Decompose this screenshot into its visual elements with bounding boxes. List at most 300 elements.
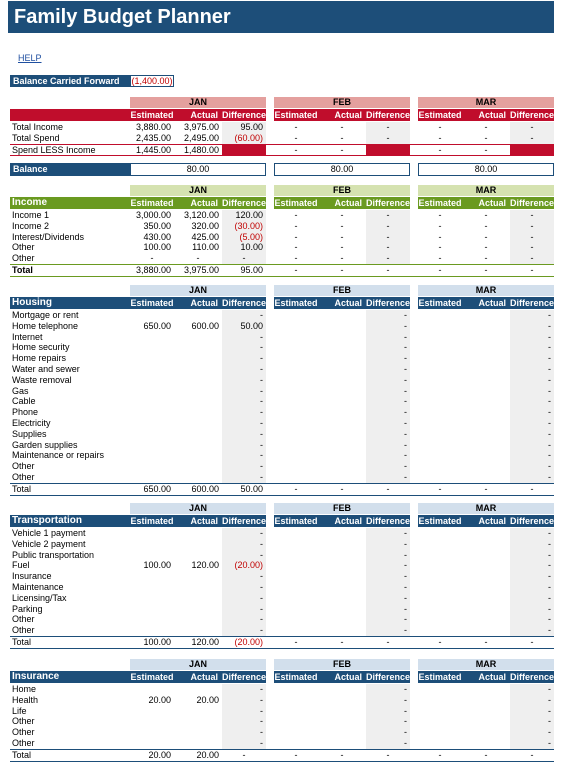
cell-jan-estimated[interactable]: 650.00 xyxy=(143,320,171,331)
cell-feb-difference[interactable]: - xyxy=(366,332,410,343)
cell-jan-difference[interactable]: 120.00 xyxy=(222,210,266,221)
balance-value-feb[interactable]: 80.00 xyxy=(274,163,410,176)
cell-jan-estimated[interactable]: 100.00 xyxy=(143,560,171,571)
cell-feb-actual[interactable] xyxy=(318,407,366,418)
cell-jan-estimated[interactable]: 20.00 xyxy=(148,749,171,760)
cell-jan-difference[interactable]: - xyxy=(222,461,266,472)
cell-mar-estimated[interactable] xyxy=(418,582,462,593)
cell-jan-actual[interactable] xyxy=(174,396,222,407)
cell-feb-estimated[interactable]: - xyxy=(294,253,298,264)
cell-feb-estimated[interactable] xyxy=(274,528,318,539)
cell-jan-actual[interactable]: 3,975.00 xyxy=(183,122,219,132)
cell-feb-estimated[interactable] xyxy=(274,716,318,727)
balance-value-jan[interactable]: 80.00 xyxy=(130,163,266,176)
cell-feb-estimated[interactable] xyxy=(274,429,318,440)
cell-feb-estimated[interactable] xyxy=(274,695,318,706)
cell-mar-actual[interactable] xyxy=(462,342,510,353)
cell-feb-estimated[interactable] xyxy=(274,571,318,582)
cell-feb-actual[interactable] xyxy=(318,571,366,582)
cell-mar-actual[interactable] xyxy=(462,528,510,539)
cell-feb-estimated[interactable] xyxy=(274,310,318,321)
cell-feb-actual[interactable] xyxy=(318,386,366,397)
cell-jan-difference[interactable]: - xyxy=(222,706,266,717)
cell-feb-difference[interactable]: - xyxy=(366,407,410,418)
cell-mar-difference[interactable]: - xyxy=(510,582,554,593)
cell-feb-estimated[interactable]: - xyxy=(294,122,298,132)
cell-jan-actual[interactable] xyxy=(174,407,222,418)
cell-jan-estimated[interactable] xyxy=(130,539,174,550)
cell-feb-actual[interactable] xyxy=(318,625,366,636)
cell-mar-actual[interactable] xyxy=(462,706,510,717)
cell-feb-actual[interactable] xyxy=(318,310,366,321)
cell-mar-difference[interactable]: - xyxy=(510,528,554,539)
cell-mar-actual[interactable] xyxy=(462,560,510,571)
cell-mar-difference[interactable]: - xyxy=(510,133,554,144)
cell-mar-difference[interactable]: - xyxy=(510,364,554,375)
cell-jan-actual[interactable] xyxy=(174,418,222,429)
cell-feb-difference[interactable]: - xyxy=(366,122,410,133)
cell-feb-actual[interactable]: - xyxy=(340,231,344,242)
cell-feb-actual[interactable]: - xyxy=(340,220,344,231)
cell-feb-actual[interactable] xyxy=(318,321,366,332)
cell-mar-estimated[interactable] xyxy=(418,550,462,561)
cell-mar-estimated[interactable] xyxy=(418,738,462,749)
cell-jan-estimated[interactable] xyxy=(130,593,174,604)
cell-jan-estimated[interactable] xyxy=(130,738,174,749)
cell-jan-actual[interactable] xyxy=(174,604,222,615)
cell-feb-estimated[interactable] xyxy=(274,727,318,738)
cell-jan-estimated[interactable] xyxy=(130,440,174,451)
cell-jan-estimated[interactable] xyxy=(130,472,174,483)
cell-mar-actual[interactable]: - xyxy=(484,210,488,220)
cell-jan-difference[interactable]: - xyxy=(222,375,266,386)
cell-jan-actual[interactable] xyxy=(174,625,222,636)
cell-feb-estimated[interactable] xyxy=(274,332,318,343)
cell-jan-estimated[interactable] xyxy=(130,375,174,386)
cell-mar-estimated[interactable]: - xyxy=(438,231,442,242)
cell-jan-estimated[interactable]: 430.00 xyxy=(143,231,171,242)
cell-jan-actual[interactable] xyxy=(174,375,222,386)
cell-jan-difference[interactable]: - xyxy=(222,353,266,364)
cell-jan-difference[interactable]: - xyxy=(222,582,266,593)
cell-mar-difference[interactable]: - xyxy=(510,450,554,461)
cell-feb-difference[interactable]: - xyxy=(366,472,410,483)
cell-mar-difference[interactable]: - xyxy=(510,375,554,386)
cell-feb-actual[interactable]: - xyxy=(340,265,344,275)
cell-jan-estimated[interactable] xyxy=(130,353,174,364)
cell-mar-difference[interactable]: - xyxy=(510,472,554,483)
cell-jan-actual[interactable] xyxy=(174,342,222,353)
cell-mar-difference[interactable]: - xyxy=(510,353,554,364)
cell-feb-actual[interactable]: - xyxy=(340,637,344,647)
balance-value-mar[interactable]: 80.00 xyxy=(418,163,554,176)
cell-feb-estimated[interactable]: - xyxy=(294,483,298,494)
cell-feb-estimated[interactable]: - xyxy=(294,265,298,275)
cell-mar-actual[interactable] xyxy=(462,582,510,593)
cell-jan-estimated[interactable] xyxy=(130,461,174,472)
cell-feb-difference[interactable]: - xyxy=(386,265,390,275)
cell-jan-estimated[interactable]: 2,435.00 xyxy=(135,132,171,143)
cell-jan-estimated[interactable] xyxy=(130,582,174,593)
cell-mar-actual[interactable] xyxy=(462,375,510,386)
cell-feb-difference[interactable]: - xyxy=(366,353,410,364)
cell-mar-actual[interactable]: - xyxy=(484,749,488,760)
cell-mar-difference[interactable]: - xyxy=(510,695,554,706)
cell-mar-actual[interactable] xyxy=(462,407,510,418)
cell-mar-actual[interactable]: - xyxy=(484,122,488,132)
cell-jan-estimated[interactable]: - xyxy=(150,253,154,264)
cell-mar-estimated[interactable]: - xyxy=(438,483,442,494)
cell-mar-actual[interactable] xyxy=(462,321,510,332)
cell-mar-difference[interactable]: - xyxy=(510,706,554,717)
cell-jan-difference[interactable]: 50.00 xyxy=(240,483,263,494)
cell-jan-difference[interactable]: - xyxy=(222,593,266,604)
cell-feb-estimated[interactable] xyxy=(274,321,318,332)
cell-jan-estimated[interactable] xyxy=(130,706,174,717)
cell-jan-estimated[interactable] xyxy=(130,550,174,561)
cell-feb-difference[interactable]: - xyxy=(366,539,410,550)
cell-jan-actual[interactable] xyxy=(174,716,222,727)
cell-jan-difference[interactable]: - xyxy=(222,332,266,343)
cell-mar-estimated[interactable] xyxy=(418,440,462,451)
cell-feb-actual[interactable] xyxy=(318,396,366,407)
cell-mar-estimated[interactable] xyxy=(418,528,462,539)
cell-feb-estimated[interactable]: - xyxy=(294,637,298,647)
cell-jan-estimated[interactable] xyxy=(130,396,174,407)
cell-jan-actual[interactable] xyxy=(174,332,222,343)
cell-feb-actual[interactable] xyxy=(318,716,366,727)
cell-mar-difference[interactable]: - xyxy=(530,637,534,647)
cell-jan-actual[interactable]: 110.00 xyxy=(192,242,219,253)
cell-feb-actual[interactable] xyxy=(318,706,366,717)
cell-jan-actual[interactable]: - xyxy=(196,253,200,264)
cell-mar-estimated[interactable] xyxy=(418,706,462,717)
cell-feb-estimated[interactable] xyxy=(274,539,318,550)
cell-mar-actual[interactable] xyxy=(462,716,510,727)
cell-mar-estimated[interactable] xyxy=(418,364,462,375)
cell-mar-actual[interactable] xyxy=(462,571,510,582)
cell-feb-estimated[interactable]: - xyxy=(294,132,298,143)
cell-feb-difference[interactable]: - xyxy=(366,695,410,706)
cell-mar-actual[interactable] xyxy=(462,684,510,695)
cell-feb-estimated[interactable] xyxy=(274,353,318,364)
cell-mar-difference[interactable]: - xyxy=(510,550,554,561)
cell-jan-actual[interactable] xyxy=(174,310,222,321)
cell-jan-actual[interactable]: 120.00 xyxy=(191,560,219,571)
cell-feb-estimated[interactable] xyxy=(274,738,318,749)
cell-mar-estimated[interactable]: - xyxy=(438,220,442,231)
cell-mar-estimated[interactable]: - xyxy=(438,253,442,264)
cell-feb-estimated[interactable] xyxy=(274,472,318,483)
cell-feb-actual[interactable] xyxy=(318,472,366,483)
cell-feb-actual[interactable]: - xyxy=(340,144,344,155)
cell-feb-actual[interactable] xyxy=(318,593,366,604)
cell-jan-estimated[interactable]: 1,445.00 xyxy=(135,144,171,155)
cell-feb-estimated[interactable] xyxy=(274,386,318,397)
cell-jan-difference[interactable]: (30.00) xyxy=(222,221,266,232)
cell-jan-difference[interactable]: (20.00) xyxy=(222,560,266,571)
cell-jan-actual[interactable] xyxy=(174,450,222,461)
cell-jan-estimated[interactable] xyxy=(130,684,174,695)
cell-mar-actual[interactable]: - xyxy=(484,253,488,264)
cell-mar-actual[interactable] xyxy=(462,593,510,604)
cell-jan-estimated[interactable]: 100.00 xyxy=(143,637,171,647)
cell-mar-actual[interactable] xyxy=(462,364,510,375)
cell-jan-estimated[interactable] xyxy=(130,429,174,440)
cell-jan-difference[interactable]: - xyxy=(222,310,266,321)
cell-mar-estimated[interactable] xyxy=(418,684,462,695)
cell-feb-difference[interactable]: - xyxy=(366,625,410,636)
cell-feb-difference[interactable]: - xyxy=(366,571,410,582)
cell-jan-difference[interactable]: - xyxy=(222,695,266,706)
cell-feb-difference[interactable]: - xyxy=(386,483,390,494)
cell-mar-difference[interactable]: - xyxy=(510,321,554,332)
cell-feb-difference[interactable]: - xyxy=(366,210,410,221)
cell-mar-difference[interactable]: - xyxy=(510,560,554,571)
cell-jan-actual[interactable]: 120.00 xyxy=(191,637,219,647)
cell-jan-estimated[interactable] xyxy=(130,364,174,375)
cell-jan-difference[interactable]: 95.00 xyxy=(240,265,263,275)
cell-jan-actual[interactable] xyxy=(174,472,222,483)
cell-jan-estimated[interactable] xyxy=(130,528,174,539)
cell-mar-estimated[interactable] xyxy=(418,593,462,604)
cell-jan-estimated[interactable]: 100.00 xyxy=(143,242,171,253)
cell-jan-difference[interactable]: - xyxy=(222,450,266,461)
cell-feb-estimated[interactable] xyxy=(274,364,318,375)
cell-feb-actual[interactable] xyxy=(318,418,366,429)
cell-mar-estimated[interactable] xyxy=(418,321,462,332)
cell-mar-estimated[interactable] xyxy=(418,429,462,440)
cell-mar-actual[interactable] xyxy=(462,550,510,561)
cell-feb-actual[interactable] xyxy=(318,539,366,550)
cell-feb-actual[interactable] xyxy=(318,461,366,472)
cell-jan-estimated[interactable] xyxy=(130,625,174,636)
cell-feb-estimated[interactable] xyxy=(274,706,318,717)
cell-feb-difference[interactable]: - xyxy=(366,528,410,539)
cell-feb-difference[interactable]: - xyxy=(366,727,410,738)
cell-mar-estimated[interactable] xyxy=(418,342,462,353)
cell-feb-difference[interactable]: - xyxy=(366,450,410,461)
cell-mar-estimated[interactable] xyxy=(418,418,462,429)
cell-mar-difference[interactable]: - xyxy=(510,429,554,440)
cell-jan-difference[interactable]: 10.00 xyxy=(222,242,266,253)
cell-jan-actual[interactable]: 3,975.00 xyxy=(183,265,219,275)
cell-jan-actual[interactable] xyxy=(174,571,222,582)
cell-jan-estimated[interactable]: 3,000.00 xyxy=(135,210,171,220)
cell-mar-actual[interactable] xyxy=(462,539,510,550)
cell-feb-actual[interactable] xyxy=(318,614,366,625)
cell-mar-actual[interactable] xyxy=(462,450,510,461)
cell-mar-actual[interactable] xyxy=(462,625,510,636)
cell-mar-estimated[interactable]: - xyxy=(438,637,442,647)
cell-feb-difference[interactable]: - xyxy=(366,253,410,264)
cell-feb-estimated[interactable] xyxy=(274,582,318,593)
cell-feb-difference[interactable]: - xyxy=(366,375,410,386)
cell-jan-estimated[interactable]: 20.00 xyxy=(148,694,171,705)
cell-feb-actual[interactable] xyxy=(318,560,366,571)
cell-feb-actual[interactable]: - xyxy=(340,210,344,220)
cell-feb-actual[interactable] xyxy=(318,604,366,615)
cell-feb-actual[interactable] xyxy=(318,695,366,706)
cell-jan-actual[interactable]: 600.00 xyxy=(191,483,219,494)
cell-mar-difference[interactable]: - xyxy=(510,593,554,604)
cell-jan-estimated[interactable]: 650.00 xyxy=(143,483,171,494)
cell-mar-actual[interactable] xyxy=(462,727,510,738)
cell-mar-estimated[interactable]: - xyxy=(438,144,442,155)
cell-feb-actual[interactable] xyxy=(318,738,366,749)
cell-mar-difference[interactable]: - xyxy=(530,749,534,760)
cell-feb-actual[interactable] xyxy=(318,375,366,386)
cell-feb-actual[interactable]: - xyxy=(340,253,344,264)
cell-feb-difference[interactable]: - xyxy=(366,560,410,571)
cell-jan-difference[interactable]: - xyxy=(222,342,266,353)
cell-mar-estimated[interactable] xyxy=(418,727,462,738)
cell-jan-actual[interactable]: 600.00 xyxy=(191,320,219,331)
cell-feb-actual[interactable] xyxy=(318,450,366,461)
cell-feb-estimated[interactable] xyxy=(274,593,318,604)
cell-mar-actual[interactable] xyxy=(462,396,510,407)
cell-jan-estimated[interactable]: 350.00 xyxy=(143,220,171,231)
cell-jan-difference[interactable]: - xyxy=(222,528,266,539)
cell-mar-actual[interactable]: - xyxy=(484,242,488,253)
cell-jan-estimated[interactable] xyxy=(130,450,174,461)
cell-mar-actual[interactable]: - xyxy=(484,144,488,155)
cell-mar-actual[interactable] xyxy=(462,695,510,706)
cell-mar-difference[interactable]: - xyxy=(510,221,554,232)
cell-jan-actual[interactable]: 20.00 xyxy=(196,749,219,760)
cell-jan-difference[interactable]: - xyxy=(222,614,266,625)
cell-jan-actual[interactable] xyxy=(174,386,222,397)
cell-jan-actual[interactable] xyxy=(174,461,222,472)
cell-feb-actual[interactable] xyxy=(318,342,366,353)
cell-jan-difference[interactable]: - xyxy=(222,429,266,440)
cell-feb-estimated[interactable]: - xyxy=(294,242,298,253)
cell-jan-difference[interactable]: - xyxy=(222,407,266,418)
cell-jan-estimated[interactable] xyxy=(130,604,174,615)
cell-mar-estimated[interactable] xyxy=(418,461,462,472)
cell-jan-estimated[interactable] xyxy=(130,310,174,321)
cell-jan-actual[interactable] xyxy=(174,582,222,593)
cell-mar-difference[interactable]: - xyxy=(510,440,554,451)
cell-mar-difference[interactable]: - xyxy=(510,396,554,407)
cell-jan-actual[interactable] xyxy=(174,738,222,749)
cell-feb-difference[interactable]: - xyxy=(366,242,410,253)
cell-mar-difference[interactable]: - xyxy=(510,684,554,695)
cell-feb-estimated[interactable] xyxy=(274,604,318,615)
cell-jan-difference[interactable]: - xyxy=(222,684,266,695)
cell-mar-actual[interactable]: - xyxy=(484,483,488,494)
cell-jan-actual[interactable] xyxy=(174,550,222,561)
cell-feb-difference[interactable]: - xyxy=(366,461,410,472)
cell-mar-estimated[interactable] xyxy=(418,625,462,636)
cell-jan-actual[interactable]: 20.00 xyxy=(196,694,219,705)
cell-mar-difference[interactable]: - xyxy=(510,242,554,253)
cell-feb-difference[interactable]: - xyxy=(366,582,410,593)
cell-mar-estimated[interactable] xyxy=(418,332,462,343)
cell-jan-difference[interactable]: - xyxy=(222,625,266,636)
cell-feb-difference[interactable]: - xyxy=(366,684,410,695)
cell-jan-difference[interactable]: - xyxy=(222,253,266,264)
cell-jan-difference[interactable]: 95.00 xyxy=(222,122,266,133)
cell-mar-difference[interactable]: - xyxy=(510,122,554,133)
cell-feb-difference[interactable]: - xyxy=(366,321,410,332)
cell-jan-difference[interactable]: - xyxy=(222,386,266,397)
cell-jan-estimated[interactable] xyxy=(130,571,174,582)
cell-feb-difference[interactable]: - xyxy=(386,637,390,647)
cell-jan-actual[interactable]: 320.00 xyxy=(191,220,219,231)
cell-jan-difference[interactable]: (60.00) xyxy=(222,133,266,144)
cell-jan-actual[interactable] xyxy=(174,429,222,440)
cell-mar-difference[interactable]: - xyxy=(510,604,554,615)
cell-mar-actual[interactable] xyxy=(462,353,510,364)
cell-feb-actual[interactable] xyxy=(318,440,366,451)
cell-feb-estimated[interactable] xyxy=(274,461,318,472)
cell-mar-difference[interactable]: - xyxy=(510,614,554,625)
cell-jan-difference[interactable]: - xyxy=(222,418,266,429)
cell-mar-actual[interactable]: - xyxy=(484,220,488,231)
cell-mar-actual[interactable]: - xyxy=(484,231,488,242)
cell-jan-estimated[interactable] xyxy=(130,614,174,625)
cell-feb-difference[interactable]: - xyxy=(366,386,410,397)
cell-jan-actual[interactable]: 425.00 xyxy=(191,231,219,242)
cell-feb-estimated[interactable] xyxy=(274,342,318,353)
cell-feb-difference[interactable]: - xyxy=(366,593,410,604)
cell-mar-estimated[interactable] xyxy=(418,716,462,727)
cell-feb-estimated[interactable] xyxy=(274,440,318,451)
cell-mar-difference[interactable]: - xyxy=(530,483,534,494)
cell-mar-difference[interactable]: - xyxy=(510,738,554,749)
cell-feb-actual[interactable] xyxy=(318,429,366,440)
cell-jan-difference[interactable]: - xyxy=(222,727,266,738)
cell-mar-actual[interactable] xyxy=(462,386,510,397)
cell-mar-difference[interactable]: - xyxy=(510,332,554,343)
cell-feb-estimated[interactable] xyxy=(274,614,318,625)
cell-mar-actual[interactable] xyxy=(462,738,510,749)
cell-mar-estimated[interactable] xyxy=(418,407,462,418)
cell-mar-estimated[interactable]: - xyxy=(438,122,442,132)
cell-feb-difference[interactable]: - xyxy=(366,342,410,353)
cell-jan-difference[interactable]: - xyxy=(222,472,266,483)
cell-feb-difference[interactable]: - xyxy=(366,418,410,429)
cell-mar-difference[interactable]: - xyxy=(510,571,554,582)
cell-jan-actual[interactable]: 3,120.00 xyxy=(183,210,219,220)
cell-feb-difference[interactable]: - xyxy=(366,429,410,440)
cell-mar-estimated[interactable] xyxy=(418,386,462,397)
cell-feb-estimated[interactable]: - xyxy=(294,231,298,242)
cell-mar-actual[interactable]: - xyxy=(484,265,488,275)
cell-mar-difference[interactable] xyxy=(510,145,554,156)
cell-feb-difference[interactable] xyxy=(366,145,410,156)
cell-mar-estimated[interactable] xyxy=(418,353,462,364)
cell-mar-estimated[interactable] xyxy=(418,695,462,706)
cell-feb-difference[interactable]: - xyxy=(366,221,410,232)
cell-mar-actual[interactable] xyxy=(462,418,510,429)
cell-mar-actual[interactable] xyxy=(462,310,510,321)
cell-feb-difference[interactable]: - xyxy=(366,716,410,727)
cell-feb-difference[interactable]: - xyxy=(366,133,410,144)
cell-feb-estimated[interactable] xyxy=(274,450,318,461)
cell-jan-difference[interactable]: (5.00) xyxy=(222,232,266,243)
cell-feb-estimated[interactable]: - xyxy=(294,210,298,220)
cell-feb-actual[interactable] xyxy=(318,684,366,695)
cell-jan-actual[interactable] xyxy=(174,614,222,625)
cell-feb-difference[interactable]: - xyxy=(366,614,410,625)
cell-jan-actual[interactable] xyxy=(174,353,222,364)
cell-jan-estimated[interactable] xyxy=(130,407,174,418)
cell-mar-actual[interactable]: - xyxy=(484,132,488,143)
balance-carried-forward-value[interactable]: (1,400.00) xyxy=(131,76,173,86)
cell-feb-actual[interactable] xyxy=(318,550,366,561)
